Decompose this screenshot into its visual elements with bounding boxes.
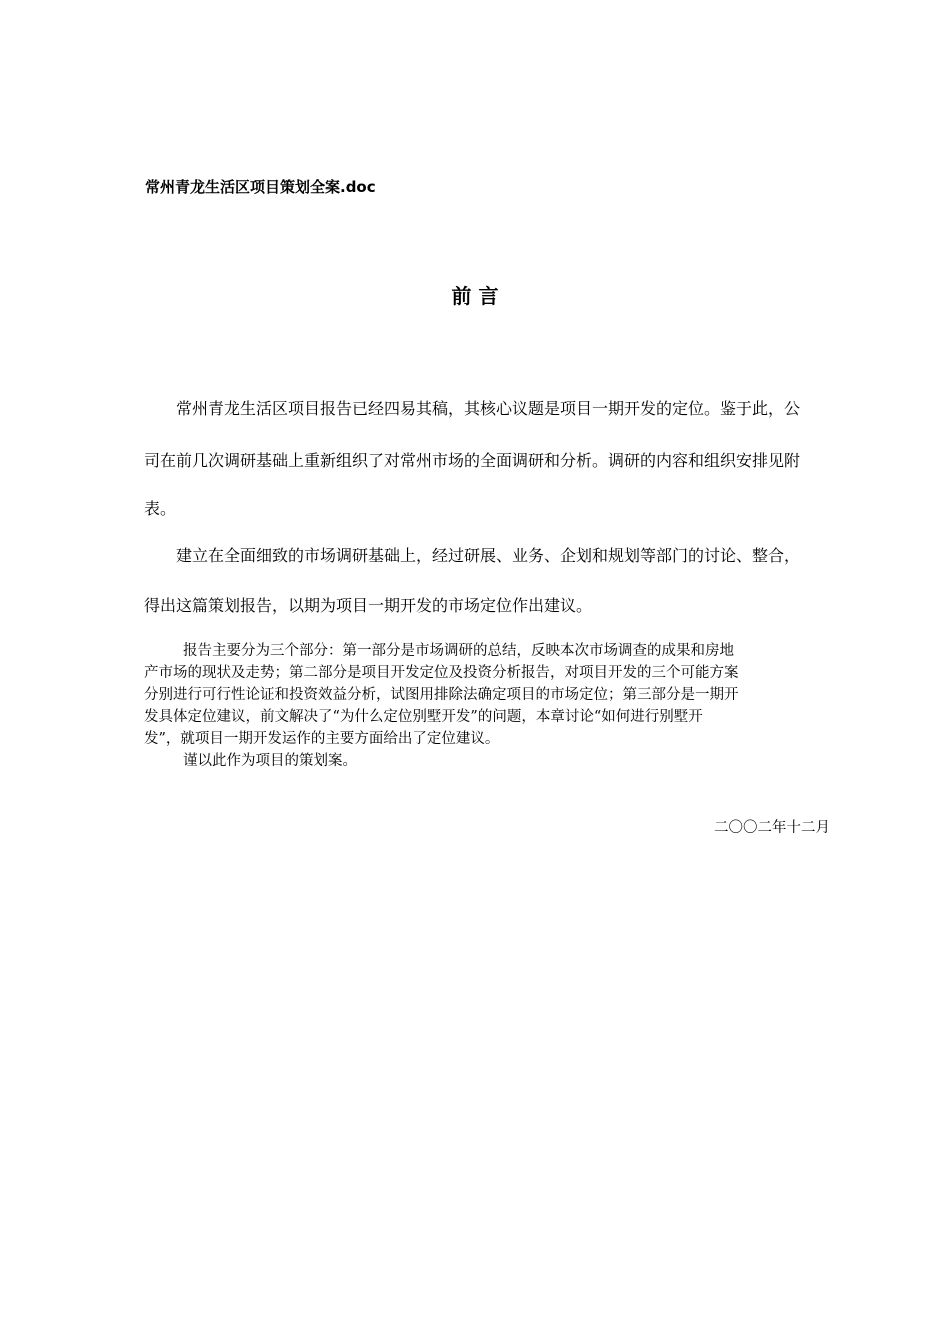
paragraph-1-line-2: 司在前几次调研基础上重新组织了对常州市场的全面调研和分析。调研的内容和组织安排见附 <box>144 451 801 470</box>
paragraph-3-line-5: 发”，就项目一期开发运作的主要方面给出了定位建议。 <box>144 731 500 747</box>
page-heading: 前 言 <box>451 284 499 308</box>
document-filename: 常州青龙生活区项目策划全案.doc <box>145 178 376 196</box>
paragraph-1-line-3: 表。 <box>144 499 177 518</box>
paragraph-2-line-2: 得出这篇策划报告，以期为项目一期开发的市场定位作出建议。 <box>144 596 593 615</box>
paragraph-4: 谨以此作为项目的策划案。 <box>183 753 357 769</box>
paragraph-3-line-1: 报告主要分为三个部分：第一部分是市场调研的总结，反映本次市场调查的成果和房地 <box>183 643 734 659</box>
paragraph-3-line-3: 分别进行可行性论证和投资效益分析，试图用排除法确定项目的市场定位；第三部分是一期开 <box>144 687 739 703</box>
paragraph-3-line-4: 发具体定位建议，前文解决了“为什么定位别墅开发”的问题，本章讨论“如何进行别墅开 <box>144 709 703 725</box>
paragraph-1-line-1: 常州青龙生活区项目报告已经四易其稿，其核心议题是项目一期开发的定位。鉴于此，公 <box>176 399 801 418</box>
document-date: 二〇〇二年十二月 <box>714 820 830 836</box>
paragraph-2-line-1: 建立在全面细致的市场调研基础上，经过研展、业务、企划和规划等部门的讨论、整合， <box>176 546 801 565</box>
paragraph-3-line-2: 产市场的现状及走势；第二部分是项目开发定位及投资分析报告，对项目开发的三个可能方案 <box>144 665 739 681</box>
